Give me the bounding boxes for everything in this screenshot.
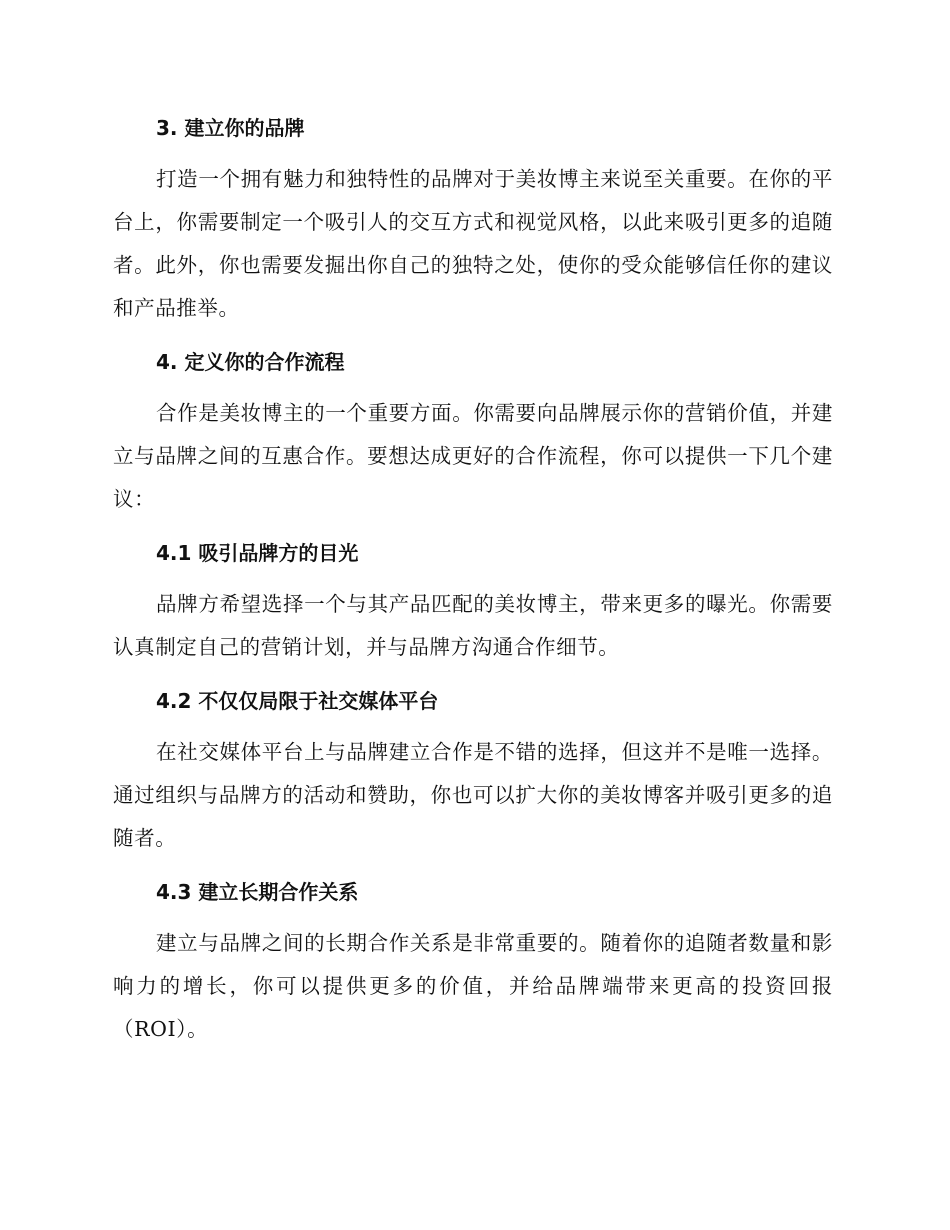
section-paragraph-4: 合作是美妆博主的一个重要方面。你需要向品牌展示你的营销价值，并建立与品牌之间的互惠合作。要想达成更好的合作流程，你可以提供一下几个建议： — [113, 401, 833, 511]
document-page — [113, 110, 833, 1065]
section-heading-4-2: 4.2 不仅仅局限于社交媒体平台 — [156, 689, 439, 713]
section-paragraph-4-1: 品牌方希望选择一个与其产品匹配的美妆博主，带来更多的曝光。你需要认真制定自己的营销计划，并与品牌方沟通合作细节。 — [113, 592, 833, 659]
section-paragraph-4-2: 在社交媒体平台上与品牌建立合作是不错的选择，但这并不是唯一选择。通过组织与品牌方的活动和赞助，你也可以扩大你的美妆博客并吸引更多的追随者。 — [113, 740, 833, 850]
section-heading-4-3: 4.3 建立长期合作关系 — [156, 880, 359, 904]
section-paragraph-3: 打造一个拥有魅力和独特性的品牌对于美妆博主来说至关重要。在你的平台上，你需要制定一个吸引人的交互方式和视觉风格，以此来吸引更多的追随者。此外，你也需要发掘出你自己的独特之处，使你的受众能够信任你的建议和产品推举。 — [113, 167, 833, 320]
section-heading-4-1: 4.1 吸引品牌方的目光 — [156, 541, 359, 565]
section-heading-3: 3. 建立你的品牌 — [156, 116, 305, 140]
section-heading-4: 4. 定义你的合作流程 — [156, 350, 345, 374]
section-paragraph-4-3: 建立与品牌之间的长期合作关系是非常重要的。随着你的追随者数量和影响力的增长，你可以提供更多的价值，并给品牌端带来更高的投资回报（ROI）。 — [113, 931, 833, 1041]
